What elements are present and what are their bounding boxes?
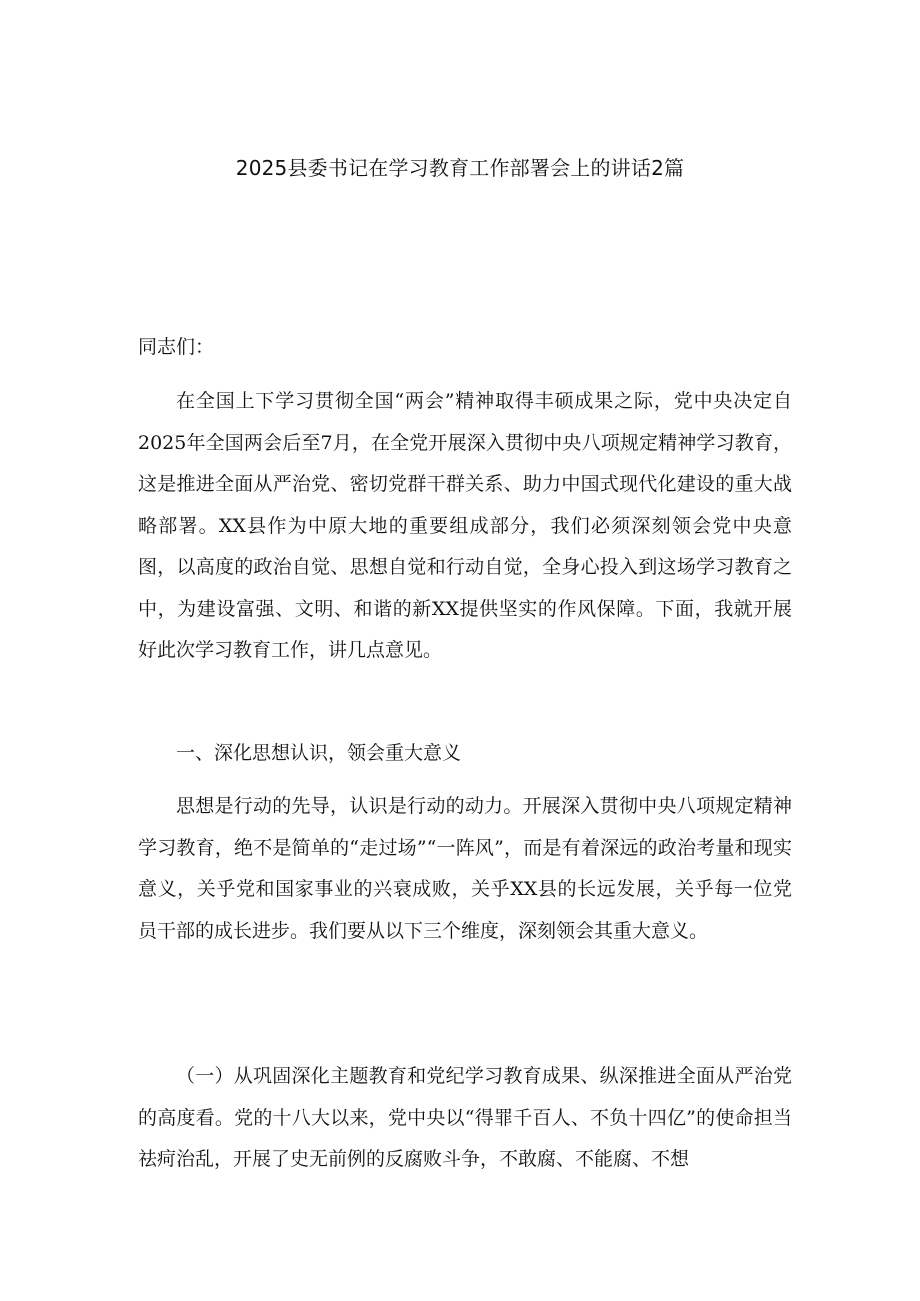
section-heading-1: 一、深化思想认识，领会重大意义 <box>176 742 462 764</box>
paragraph-significance: 思想是行动的先导，认识是行动的动力。开展深入贯彻中央八项规定精神学习教育，绝不是简单的“走过场”“一阵风”，而是有着深远的政治考量和现实意义，关乎党和国家事业的兴衰成败，关乎XX县的长远发展，关乎每一位党员干部的成长进步。我们要从以下三个维度，深刻领会其重大意义。 <box>138 795 792 942</box>
paragraph-intro: 在全国上下学习贯彻全国“两会”精神取得丰硕成果之际，党中央决定自2025年全国两会后至7月，在全党开展深入贯彻中央八项规定精神学习教育，这是推进全面从严治党、密切党群干群关系、助力中国式现代化建设的重大战略部署。XX县作为中原大地的重要组成部分，我们必须深刻领会党中央意图，以高度的政治自觉、思想自觉和行动自觉，全身心投入到这场学习教育之中，为建设富强、文明、和谐的新XX提供坚实的作风保障。下面，我就开展好此次学习教育工作，讲几点意见。 <box>138 390 792 661</box>
salutation: 同志们： <box>138 336 215 358</box>
paragraph-subsection-1: （一）从巩固深化主题教育和党纪学习教育成果、纵深推进全面从严治党的高度看。党的十八大以来，党中央以“得罪千百人、不负十四亿”的使命担当祛疴治乱，开展了史无前例的反腐败斗争，不敢腐、不能腐、不想 <box>138 1065 792 1170</box>
document-title: 2025县委书记在学习教育工作部署会上的讲话2篇 <box>235 156 685 180</box>
